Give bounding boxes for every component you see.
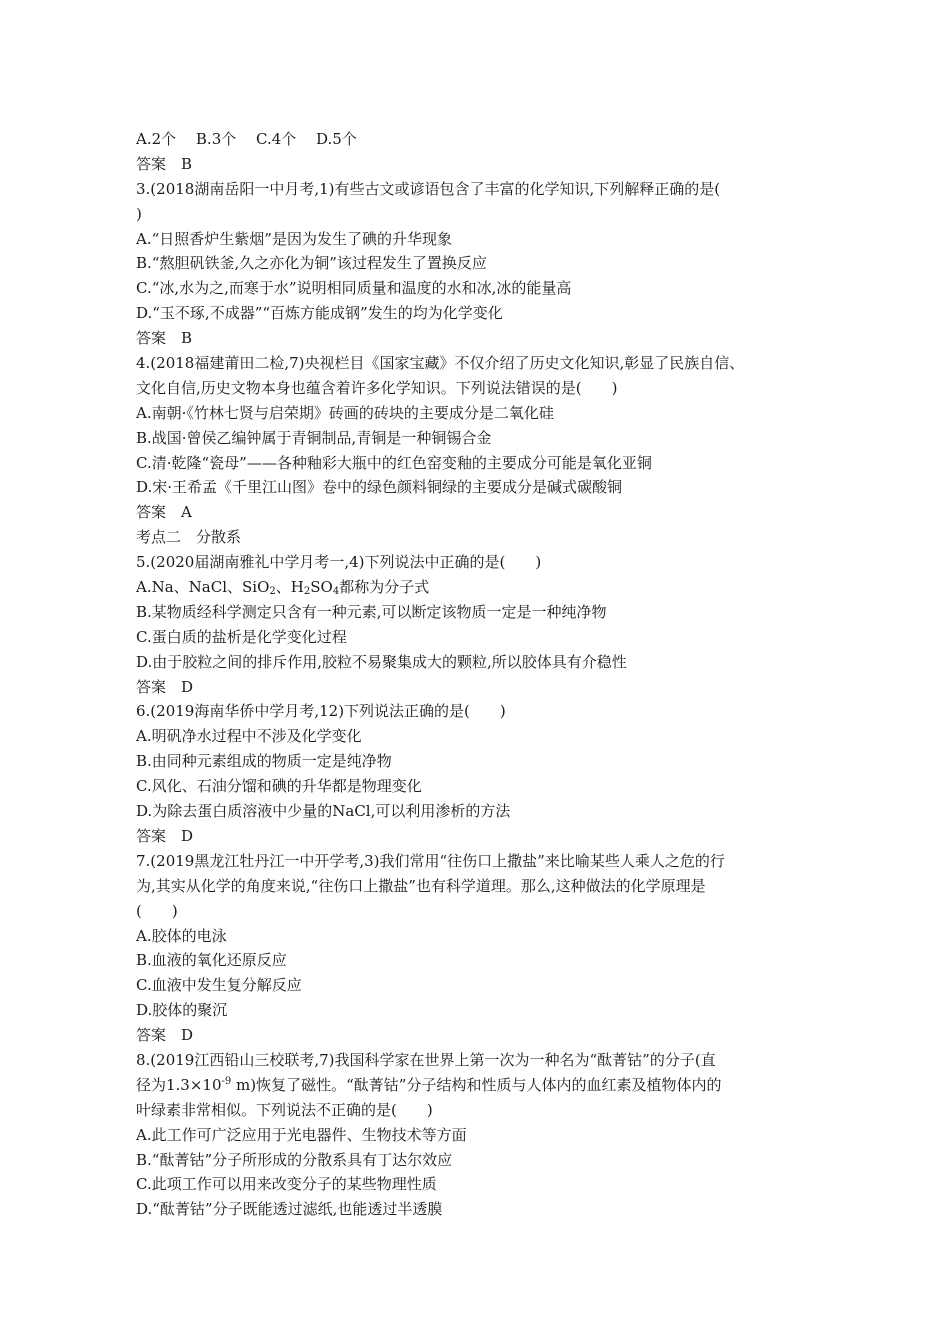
- q7-option-a: A.胶体的电泳: [136, 926, 227, 945]
- q2-answer: 答案 B: [136, 154, 193, 173]
- q3-option-c: C.“冰,水为之,而寒于水”说明相同质量和温度的水和冰,冰的能量高: [136, 279, 572, 298]
- q5-stem: 5.(2020届湖南雅礼中学月考一,4)下列说法中正确的是( ): [136, 553, 542, 572]
- q4-answer: 答案 A: [136, 503, 192, 522]
- document-page: [136, 127, 826, 1222]
- q4-stem-cont: 文化自信,历史文物本身也蕴含着许多化学知识。下列说法错误的是( ): [136, 378, 618, 397]
- q8-stem: 8.(2019江西铅山三校联考,7)我国科学家在世界上第一次为一种名为“酞菁钴”的分子(直: [136, 1050, 716, 1069]
- q8-stem-end: 叶绿素非常相似。下列说法不正确的是( ): [136, 1100, 433, 1119]
- q2-options: A.2个 B.3个 C.4个 D.5个: [136, 130, 357, 148]
- q4-option-b: B.战国·曾侯乙编钟属于青铜制品,青铜是一种铜锡合金: [136, 428, 492, 447]
- q3-option-b: B.“熬胆矾铁釜,久之亦化为铜”该过程发生了置换反应: [136, 254, 487, 273]
- q7-answer: 答案 D: [136, 1026, 194, 1045]
- section-heading: 考点二 分散系: [136, 528, 242, 547]
- q6-option-d: D.为除去蛋白质溶液中少量的NaCl,可以利用渗析的方法: [136, 802, 511, 821]
- q3-stem: 3.(2018湖南岳阳一中月考,1)有些古文或谚语包含了丰富的化学知识,下列解释正确的是(: [136, 179, 721, 198]
- q7-option-b: B.血液的氧化还原反应: [136, 951, 287, 970]
- q7-option-c: C.血液中发生复分解反应: [136, 976, 302, 995]
- q5-option-a: A.Na、NaCl、SiO$_2$、$H_2SO_4$都称为分子式: [136, 578, 430, 598]
- q5-option-c: C.蛋白质的盐析是化学变化过程: [136, 627, 347, 646]
- q8-option-b: B.“酞菁钴”分子所形成的分散系具有丁达尔效应: [136, 1150, 453, 1169]
- q3-answer: 答案 B: [136, 329, 193, 348]
- q5-option-d: D.由于胶粒之间的排斥作用,胶粒不易聚集成大的颗粒,所以胶体具有介稳性: [136, 652, 627, 671]
- q3-option-d: D.“玉不琢,不成器”“百炼方能成钢”发生的均为化学变化: [136, 304, 503, 323]
- q8-stem-cont: 径为$1.3\times 10^{-9}$ m)恢复了磁性。“酞菁钴”分子结构和性质与人体内的血红素及植物体内的: [136, 1075, 722, 1094]
- q4-option-d: D.宋·王希孟《千里江山图》卷中的绿色颜料铜绿的主要成分是碱式碳酸铜: [136, 478, 623, 497]
- q7-stem-blank: ( ): [136, 901, 178, 920]
- q7-option-d: D.胶体的聚沉: [136, 1001, 228, 1020]
- q7-stem: 7.(2019黑龙江牡丹江一中开学考,3)我们常用“往伤口上撒盐”来比喻某些人乘人之危的行: [136, 851, 725, 870]
- q3-option-a: A.“日照香炉生紫烟”是因为发生了碘的升华现象: [136, 229, 452, 248]
- q4-option-a: A.南朝·《竹林七贤与启荣期》砖画的砖块的主要成分是二氧化硅: [136, 403, 554, 422]
- q3-stem-cont: ): [136, 204, 142, 223]
- q7-stem-cont: 为,其实从化学的角度来说,“往伤口上撒盐”也有科学道理。那么,这种做法的化学原理是: [136, 876, 706, 895]
- q8-option-c: C.此项工作可以用来改变分子的某些物理性质: [136, 1175, 437, 1194]
- q6-option-a: A.明矾净水过程中不涉及化学变化: [136, 727, 362, 746]
- q4-option-c: C.清·乾隆“瓷母”——各种釉彩大瓶中的红色窑变釉的主要成分可能是氧化亚铜: [136, 453, 652, 472]
- q5-option-b: B.某物质经科学测定只含有一种元素,可以断定该物质一定是一种纯净物: [136, 602, 607, 621]
- q8-option-a: A.此工作可广泛应用于光电器件、生物技术等方面: [136, 1125, 467, 1144]
- q4-stem: 4.(2018福建莆田二检,7)央视栏目《国家宝藏》不仅介绍了历史文化知识,彰显了民族自信、: [136, 354, 745, 373]
- q6-answer: 答案 D: [136, 826, 194, 845]
- q6-stem: 6.(2019海南华侨中学月考,12)下列说法正确的是( ): [136, 702, 506, 721]
- q6-option-c: C.风化、石油分馏和碘的升华都是物理变化: [136, 777, 422, 796]
- q6-option-b: B.由同种元素组成的物质一定是纯净物: [136, 752, 392, 771]
- q8-option-d: D.“酞菁钴”分子既能透过滤纸,也能透过半透膜: [136, 1200, 443, 1219]
- q5-answer: 答案 D: [136, 677, 194, 696]
